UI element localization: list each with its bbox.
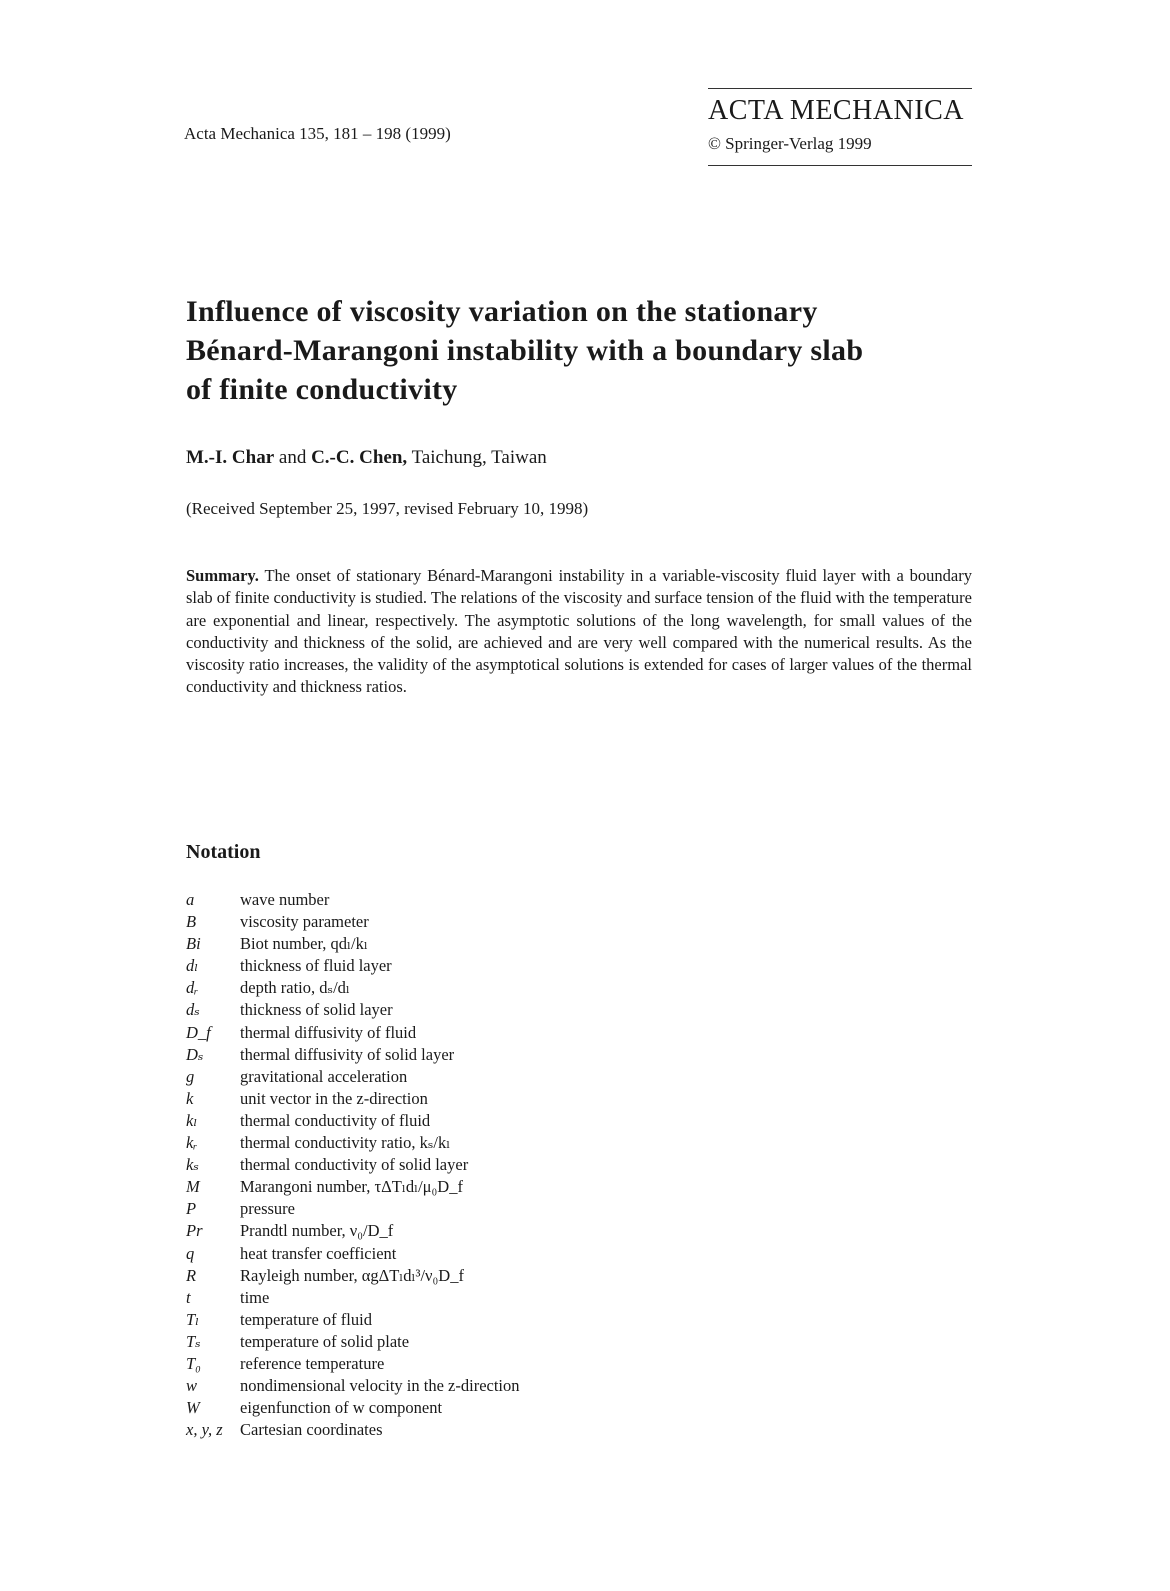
notation-row bbox=[186, 1243, 520, 1265]
notation-row bbox=[186, 1198, 520, 1220]
notation-description: thermal diffusivity of solid layer bbox=[240, 1044, 455, 1064]
paper-title bbox=[186, 292, 986, 409]
author-line bbox=[186, 447, 547, 469]
notation-symbol: a bbox=[186, 890, 195, 909]
notation-row bbox=[186, 1220, 520, 1242]
notation-heading: Notation bbox=[186, 841, 261, 863]
notation-description: gravitational acceleration bbox=[240, 1066, 408, 1086]
title-line: Bénard-Marangoni instability with a boundary slab bbox=[186, 334, 864, 367]
notation-row bbox=[186, 1154, 520, 1176]
notation-description: time bbox=[240, 1287, 270, 1307]
notation-symbol: k bbox=[186, 1088, 194, 1108]
notation-row bbox=[186, 1265, 520, 1287]
notation-description: thermal conductivity of solid layer bbox=[240, 1155, 469, 1175]
notation-row bbox=[186, 1022, 520, 1044]
notation-symbol: Tₛ bbox=[186, 1331, 201, 1351]
notation-row bbox=[186, 933, 520, 955]
author-name: M.-I. Char bbox=[186, 447, 275, 468]
notation-symbol: dᵣ bbox=[186, 978, 199, 998]
notation-row bbox=[186, 1110, 520, 1132]
notation-list bbox=[186, 889, 520, 1441]
title-line: Influence of viscosity variation on the stationary bbox=[186, 295, 818, 328]
received-dates: (Received September 25, 1997, revised February 10, 1998) bbox=[186, 499, 589, 518]
notation-symbol: q bbox=[186, 1243, 195, 1263]
notation-row bbox=[186, 1066, 520, 1088]
notation-description: reference temperature bbox=[240, 1353, 385, 1373]
notation-symbol: Tₗ bbox=[186, 1309, 200, 1329]
notation-symbol: t bbox=[186, 1287, 191, 1307]
notation-symbol: kₛ bbox=[186, 1155, 199, 1175]
notation-symbol: M bbox=[186, 1177, 200, 1197]
notation-row bbox=[186, 1375, 520, 1397]
notation-description: temperature of fluid bbox=[240, 1309, 372, 1329]
notation-description: temperature of solid plate bbox=[240, 1331, 410, 1351]
notation-symbol: dₛ bbox=[186, 1000, 200, 1020]
notation-symbol: Bi bbox=[186, 934, 201, 954]
masthead-top-rule bbox=[708, 88, 972, 89]
notation-description: wave number bbox=[240, 890, 330, 909]
title-line: of finite conductivity bbox=[186, 373, 458, 406]
notation-description: Biot number, qdₗ/kₗ bbox=[240, 934, 368, 954]
author-location: Taichung, Taiwan bbox=[411, 447, 547, 468]
notation-symbol: Pr bbox=[186, 1221, 203, 1241]
notation-description: Prandtl number, ν₀/D_f bbox=[240, 1221, 394, 1241]
notation-description: pressure bbox=[240, 1199, 295, 1219]
notation-description: nondimensional velocity in the z-direction bbox=[240, 1376, 520, 1396]
notation-row bbox=[186, 999, 520, 1021]
journal-masthead bbox=[708, 88, 972, 166]
notation-row bbox=[186, 1331, 520, 1353]
notation-description: unit vector in the z-direction bbox=[240, 1088, 428, 1108]
notation-symbol: P bbox=[186, 1199, 197, 1219]
notation-symbol: x, y, z bbox=[186, 1420, 223, 1440]
copyright-notice: © Springer-Verlag 1999 bbox=[708, 134, 872, 153]
notation-symbol: Dₛ bbox=[186, 1044, 204, 1064]
notation-row bbox=[186, 1044, 520, 1066]
author-conjunction: and bbox=[278, 447, 307, 468]
notation-row bbox=[186, 1132, 520, 1154]
notation-row bbox=[186, 955, 520, 977]
notation-row bbox=[186, 1088, 520, 1110]
notation-description: Cartesian coordinates bbox=[240, 1420, 383, 1440]
notation-row bbox=[186, 1287, 520, 1309]
notation-row bbox=[186, 1309, 520, 1331]
summary-label: Summary. bbox=[186, 566, 259, 585]
notation-row bbox=[186, 911, 520, 933]
notation-row bbox=[186, 1419, 520, 1441]
notation-row bbox=[186, 1353, 520, 1375]
notation-symbol: R bbox=[186, 1265, 197, 1285]
notation-symbol: g bbox=[186, 1066, 195, 1086]
notation-row bbox=[186, 1176, 520, 1198]
notation-symbol: dₗ bbox=[186, 956, 199, 976]
summary-text: The onset of stationary Bénard-Marangoni instability in a variable-viscosity fluid layer with a boundary slab of finite conductivity is studied. The relations of the viscosity and surface tension of the fluid with the temperature are exponential and linear, respectively. The asymptotic solutions of the long wavelength, for small values of the conductivity and thickness of the solid, are achieved and are very well compared with the numerical results. As the viscosity ratio increases, the validity of the asymptotical solutions is extended for cases of larger values of the thermal conductivity and thickness ratios. bbox=[186, 566, 972, 697]
notation-row bbox=[186, 977, 520, 999]
notation-symbol: kᵣ bbox=[186, 1133, 198, 1153]
notation-description: eigenfunction of w component bbox=[240, 1398, 443, 1418]
notation-symbol: B bbox=[186, 912, 197, 932]
notation-description: viscosity parameter bbox=[240, 912, 369, 932]
notation-description: thickness of solid layer bbox=[240, 1000, 393, 1020]
notation-symbol: kₗ bbox=[186, 1110, 198, 1130]
notation-row bbox=[186, 1397, 520, 1419]
notation-description: Rayleigh number, αgΔTₗdₗ³/ν₀D_f bbox=[240, 1265, 464, 1285]
notation-symbol: T₀ bbox=[186, 1353, 201, 1373]
notation-description: thickness of fluid layer bbox=[240, 956, 392, 976]
masthead-bottom-rule bbox=[708, 165, 972, 166]
notation-row bbox=[186, 889, 520, 911]
notation-symbol: W bbox=[186, 1398, 200, 1418]
notation-description: Marangoni number, τΔTₗdₗ/μ₀D_f bbox=[240, 1177, 463, 1197]
author-name: C.-C. Chen, bbox=[311, 447, 408, 468]
notation-symbol: D_f bbox=[186, 1022, 211, 1042]
notation-description: thermal conductivity ratio, kₛ/kₗ bbox=[240, 1133, 451, 1153]
journal-name: ACTA MECHANICA bbox=[708, 95, 964, 126]
notation-description: depth ratio, dₛ/dₗ bbox=[240, 978, 350, 998]
notation-description: thermal conductivity of fluid bbox=[240, 1110, 431, 1130]
notation-description: thermal diffusivity of fluid bbox=[240, 1022, 417, 1042]
summary-paragraph bbox=[186, 565, 972, 699]
journal-citation: Acta Mechanica 135, 181 – 198 (1999) bbox=[184, 124, 451, 143]
notation-description: heat transfer coefficient bbox=[240, 1243, 397, 1263]
notation-symbol: w bbox=[186, 1376, 198, 1396]
